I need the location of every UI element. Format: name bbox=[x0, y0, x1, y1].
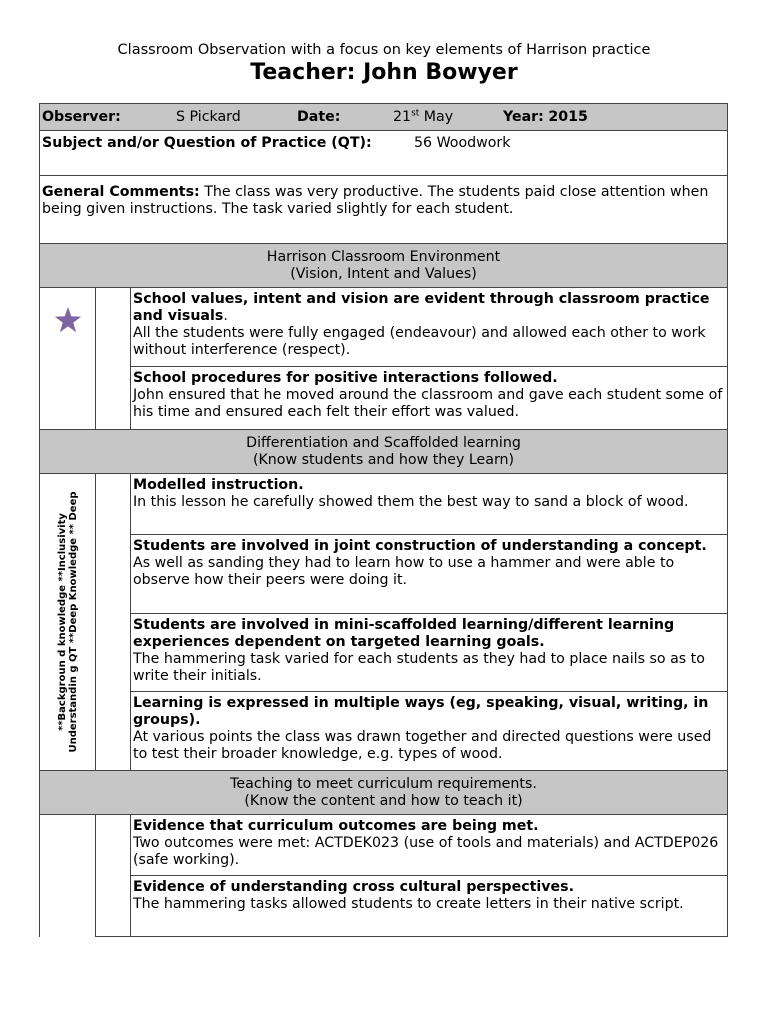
section-header-differentiation bbox=[40, 430, 728, 474]
date-label: Date: bbox=[297, 108, 341, 125]
criteria-heading: Students are involved in joint construction of understanding a concept. bbox=[133, 538, 707, 555]
observer-label: Observer: bbox=[42, 108, 121, 125]
criteria-heading: Modelled instruction. bbox=[133, 477, 304, 493]
rating-cell bbox=[40, 815, 96, 937]
section-title: Differentiation and Scaffolded learning bbox=[246, 434, 521, 451]
criteria-body: The hammering tasks allowed students to create letters in their native script. bbox=[133, 896, 684, 912]
general-comments-row bbox=[40, 176, 728, 244]
section-subtitle: (Vision, Intent and Values) bbox=[290, 265, 477, 282]
observer-value: S Pickard bbox=[176, 108, 241, 125]
star-icon bbox=[54, 306, 82, 334]
notes-cell bbox=[96, 815, 131, 937]
general-comments-value: The class was very productive. The students paid close attention when being given instructions. The task varied slightly for each student. bbox=[42, 184, 709, 217]
general-comments-label: General Comments: bbox=[42, 184, 200, 200]
criteria-row bbox=[40, 815, 728, 876]
criteria-heading: School procedures for positive interactions followed. bbox=[133, 370, 558, 386]
focus-label-cell bbox=[40, 474, 96, 771]
document-title: Teacher: John Bowyer bbox=[250, 60, 518, 85]
criteria-row bbox=[40, 474, 728, 535]
criteria-body: The hammering task varied for each students as they had to place nails so as to write their initials. bbox=[133, 650, 705, 684]
criteria-heading: Evidence of understanding cross cultural perspectives. bbox=[133, 879, 574, 895]
criteria-heading: Evidence that curriculum outcomes are being met. bbox=[133, 818, 539, 834]
year-value: 2015 bbox=[548, 108, 588, 125]
notes-cell bbox=[96, 474, 131, 771]
subject-label: Subject and/or Question of Practice (QT): bbox=[42, 135, 372, 151]
section-title: Harrison Classroom Environment bbox=[266, 248, 501, 265]
criteria-body: In this lesson he carefully showed them the best way to sand a block of wood. bbox=[133, 494, 689, 510]
criteria-body: As well as sanding they had to learn how to use a hammer and were able to observe how their peers were doing it. bbox=[133, 555, 675, 589]
criteria-body: All the students were fully engaged (endeavour) and allowed each other to work without interference (respect). bbox=[133, 325, 706, 358]
criteria-row bbox=[40, 692, 728, 771]
rating-cell bbox=[40, 288, 96, 430]
criteria-row bbox=[40, 613, 728, 692]
criteria-row bbox=[40, 535, 728, 614]
criteria-heading: Students are involved in mini-scaffolded learning/different learning experiences dependent on targeted learning goals. bbox=[133, 616, 675, 650]
section-title: Teaching to meet curriculum requirements. bbox=[230, 775, 537, 792]
document-subtitle: Classroom Observation with a focus on key elements of Harrison practice bbox=[117, 42, 651, 58]
criteria-body: Two outcomes were met: ACTDEK023 (use of tools and materials) and ACTDEP026 (safe working). bbox=[133, 835, 719, 868]
criteria-heading: School values, intent and vision are evident through classroom practice and visuals bbox=[133, 291, 710, 324]
criteria-row bbox=[40, 367, 728, 430]
subject-row bbox=[40, 131, 728, 176]
subject-value: 56 Woodwork bbox=[414, 135, 511, 151]
notes-cell bbox=[96, 288, 131, 430]
criteria-body: At various points the class was drawn together and directed questions were used to test their broader knowledge, e.g. types of wood. bbox=[133, 729, 712, 763]
section-subtitle: (Know students and how they Learn) bbox=[252, 451, 515, 468]
focus-side-label: **Backgroun d knowledge **Inclusivity Understandin g QT **Deep Knowledge ** Deep bbox=[56, 491, 79, 753]
section-header-environment bbox=[40, 244, 728, 288]
criteria-row bbox=[40, 876, 728, 937]
criteria-heading: Learning is expressed in multiple ways (eg, speaking, visual, writing, in groups). bbox=[133, 695, 709, 729]
criteria-body: John ensured that he moved around the classroom and gave each student some of his time and ensured each felt their effort was valued. bbox=[133, 387, 723, 420]
section-subtitle: (Know the content and how to teach it) bbox=[244, 792, 523, 809]
section-header-curriculum bbox=[40, 771, 728, 815]
observation-table bbox=[39, 103, 728, 937]
criteria-row: School values, intent and vision are evident through classroom practice and visuals. All the students were fully engaged (endeavour) and allowed each other to work without interference (respect). bbox=[40, 288, 728, 367]
observer-row bbox=[40, 104, 728, 131]
year-label: Year: bbox=[503, 108, 544, 125]
date-value: 21st May bbox=[393, 107, 454, 125]
